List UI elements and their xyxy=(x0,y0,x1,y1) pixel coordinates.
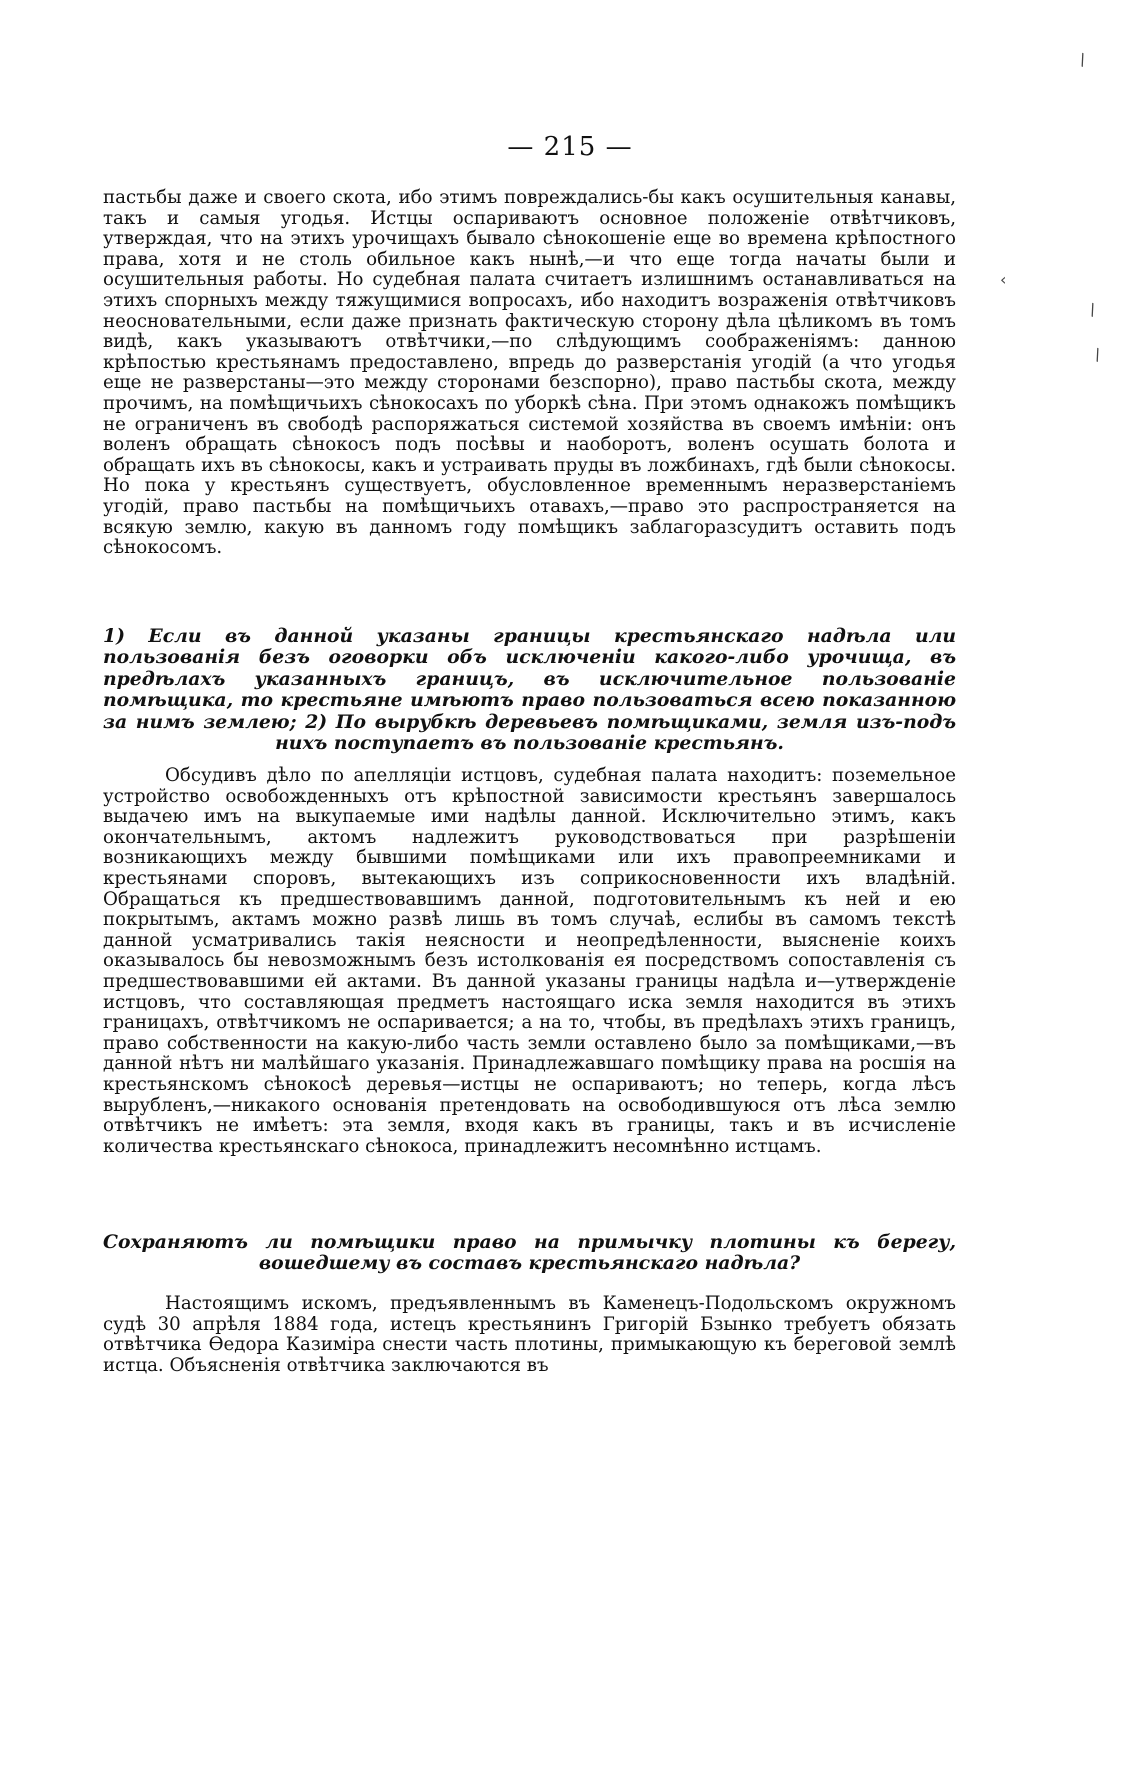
scan-edge-mark: \ xyxy=(1091,344,1104,365)
page-number: — 215 — xyxy=(507,132,633,162)
text-column-2 xyxy=(103,766,956,1157)
paragraph-new-case: Настоящимъ искомъ, предъявленнымъ въ Каменецъ-Подольскомъ окружномъ судѣ 30 апрѣля 1884 года, истецъ крестьянинъ Григорiй Бзынко требуетъ обязать отвѣтчика Өедора Казимiра снести часть плотины, примыкающую къ береговой землѣ истца. Объясненiя отвѣтчика заключаются въ xyxy=(103,1293,956,1376)
scan-edge-mark: \ xyxy=(1086,299,1099,320)
margin-mark: ‹ xyxy=(1000,270,1007,289)
section-heading-2: Сохраняютъ ли помѣщики право на примычку плотины къ берегу, вошедшему въ составъ крестьянскаго надѣла? xyxy=(103,1231,956,1275)
paragraph-continuation: пастьбы даже и своего скота, ибо этимъ повреждались-бы какъ осушительныя канавы, такъ и самыя угодья. Истцы оспариваютъ основное положенiе отвѣтчиковъ, утверждая, что на этихъ урочищахъ бывало сѣнокошенiе еще во времена крѣпостного права, хотя и не столь обильное какъ нынѣ,—и что еще тогда начаты были и осушительныя работы. Но судебная палата считаетъ излишнимъ останавливаться на этихъ спорныхъ между тяжущимися вопросахъ, ибо находитъ возраженiя отвѣтчиковъ неосновательными, если даже признать фактическую сторону дѣла цѣликомъ въ томъ видѣ, какъ указываютъ отвѣтчики,—по слѣдующимъ соображенiямъ: данною крѣпостью крестьянамъ предоставлено, впредь до разверстанiя угодiй (а что угодья еще не разверстаны—это между сторонами безспорно), право пастьбы скота, между прочимъ, на помѣщичьихъ сѣнокосахъ по уборкѣ сѣна. При этомъ однакожъ помѣщикъ не ограниченъ въ свободѣ распоряжаться системой хозяйства въ своемъ имѣнiи: онъ воленъ обращать сѣнокосъ подъ посѣвы и наоборотъ, воленъ осушать болота и обращать ихъ въ сѣнокосы, какъ и устраивать пруды въ ложбинахъ, гдѣ были сѣнокосы. Но пока у крестьянъ существуетъ, обусловленное временнымъ неразверстанiемъ угодiй, право пастьбы на помѣщичьихъ отавахъ,—право это распространяется на всякую землю, какую въ данномъ году помѣщикъ заблагоразсудитъ оставить подъ сѣнокосомъ. xyxy=(103,187,956,559)
paragraph-court-decision: Обсудивъ дѣло по апелляцiи истцовъ, судебная палата находитъ: поземельное устройство освобожденныхъ отъ крѣпостной зависимости крестьянъ завершалось выдачею имъ на выкупаемые ими надѣлы данной. Исключительно этимъ, какъ окончательнымъ, актомъ надлежитъ руководствоваться при разрѣшенiи возникающихъ между бывшими помѣщиками или ихъ правопреемниками и крестьянами споровъ, вытекающихъ изъ соприкосновенности ихъ владѣнiй. Обращаться къ предшествовавшимъ данной, подготовительнымъ къ ней и ею покрытымъ, актамъ можно развѣ лишь въ томъ случаѣ, еслибы въ самомъ текстѣ данной усматривались такiя неясности и неопредѣленности, выясненiе коихъ оказывалось бы невозможнымъ безъ истолкованiя ея посредствомъ сопоставленiя съ предшествовавшими ей актами. Въ данной указаны границы надѣла и—утвержденiе истцовъ, что составляющая предметъ настоящаго иска земля находится въ этихъ границахъ, отвѣтчикомъ не оспаривается; а на то, чтобы, въ предѣлахъ этихъ границъ, право собственности на какую-либо часть земли оставлено было за помѣщиками,—въ данной нѣтъ ни малѣйшаго указанiя. Принадлежавшаго помѣщику права на росшiя на крестьянскомъ сѣнокосѣ деревья—истцы не оспариваютъ; но теперь, когда лѣсъ вырубленъ,—никакого основанiя претендовать на освободившуюся отъ лѣса землю отвѣтчикъ не имѣетъ: эта земля, входя какъ въ границы, такъ и въ исчисленiе количества крестьянскаго сѣнокоса, принадлежитъ несомнѣнно истцамъ. xyxy=(103,765,956,1157)
section-heading-1: 1) Если въ данной указаны границы крестьянскаго надѣла или пользованiя безъ оговорки объ исключенiи какого-либо урочища, въ предѣлахъ указанныхъ границъ, въ исключительное пользованiе помѣщика, то крестьяне имѣютъ право пользоваться всею показанною за нимъ землею; 2) По вырубкѣ деревьевъ помѣщиками, земля изъ-подъ нихъ поступаетъ въ пользованiе крестьянъ. xyxy=(103,625,956,755)
section-heading-1-block xyxy=(103,626,956,754)
text-column-3 xyxy=(103,1294,956,1376)
section-heading-2-block xyxy=(103,1232,956,1275)
scan-edge-mark: \ xyxy=(1076,49,1089,70)
text-column-1 xyxy=(103,188,956,559)
